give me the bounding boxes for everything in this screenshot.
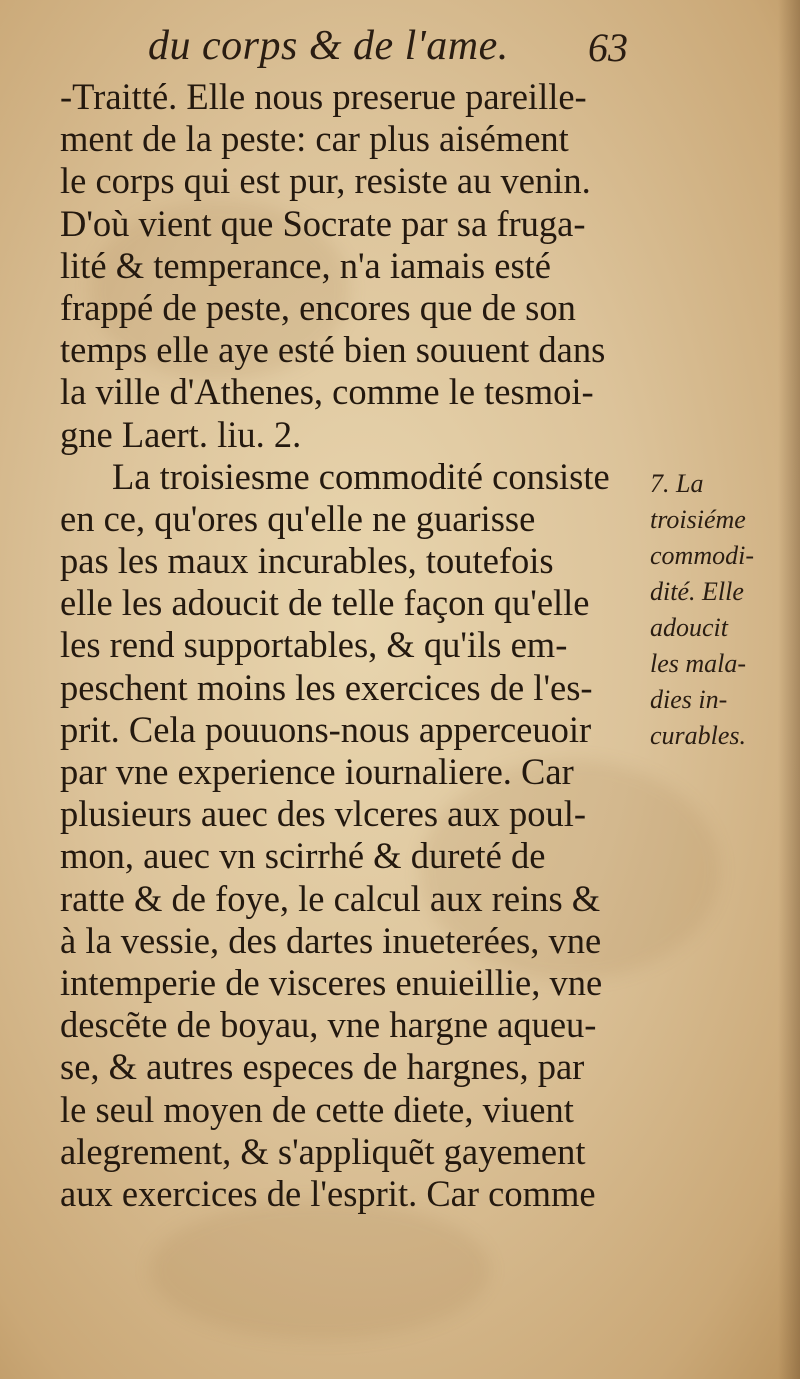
text-line: elle les adoucit de telle façon qu'elle	[60, 582, 590, 624]
text-line: le corps qui est pur, resiste au venin.	[60, 160, 591, 202]
text-line: se, & autres especes de hargnes, par	[60, 1046, 585, 1088]
marginal-note	[650, 466, 790, 754]
text-line: lité & temperance, n'a iamais esté	[60, 244, 552, 286]
text-line: aux exercices de l'esprit. Car comme	[60, 1172, 596, 1214]
text-line: descẽte de boyau, vne hargne aqueu-	[60, 1004, 597, 1046]
text-line: prit. Cela pouuons-nous apperceuoir	[60, 708, 592, 750]
margin-note-line: curables.	[650, 721, 747, 750]
text-line: à la vessie, des dartes inueterées, vne	[60, 919, 602, 961]
text-line: gne Laert. liu. 2.	[60, 413, 302, 455]
text-line: par vne experience iournaliere. Car	[60, 751, 574, 792]
text-line: La troisiesme commodité consiste	[112, 455, 610, 497]
text-line: la ville d'Athenes, comme le tesmoi-	[60, 371, 594, 413]
text-line: alegrement, & s'appliquẽt gayement	[60, 1130, 586, 1172]
text-line: le seul moyen de cette diete, viuent	[60, 1088, 574, 1130]
text-line: temps elle aye esté bien souuent dans	[60, 329, 606, 371]
text-line: ratte & de foye, le calcul aux reins &	[60, 877, 601, 919]
text-line: les rend supportables, & qu'ils em-	[60, 624, 568, 666]
margin-note-line: les mala-	[650, 649, 747, 678]
page-number: 63	[588, 25, 628, 70]
running-head	[0, 18, 800, 78]
text-line: pas les maux incurables, toutefois	[60, 540, 554, 582]
paper-stain	[150, 1200, 490, 1340]
text-line: -Traitté. Elle nous preserue pareille-	[60, 76, 587, 117]
margin-note-line: adoucit	[650, 613, 728, 642]
text-line: en ce, qu'ores qu'elle ne guarisse	[60, 497, 536, 539]
text-line: frappé de peste, encores que de son	[60, 286, 576, 328]
margin-note-line: dies in-	[650, 685, 728, 714]
margin-note-line: commodi-	[650, 541, 754, 570]
text-line: D'où vient que Socrate par sa fruga-	[60, 202, 586, 244]
text-line: peschent moins les exercices de l'es-	[60, 666, 593, 708]
main-text-block	[60, 76, 650, 1215]
margin-note-line: 7. La	[650, 469, 704, 498]
margin-note-line: dité. Elle	[650, 577, 744, 606]
running-head-title: du corps & de l'ame.	[148, 23, 509, 69]
text-line: ment de la peste: car plus aisément	[60, 118, 569, 160]
text-line: plusieurs auec des vlceres aux poul-	[60, 793, 587, 835]
margin-note-line: troisiéme	[650, 505, 746, 534]
text-line: intemperie de visceres enuieillie, vne	[60, 961, 603, 1003]
text-line: mon, auec vn scirrhé & dureté de	[60, 835, 546, 877]
